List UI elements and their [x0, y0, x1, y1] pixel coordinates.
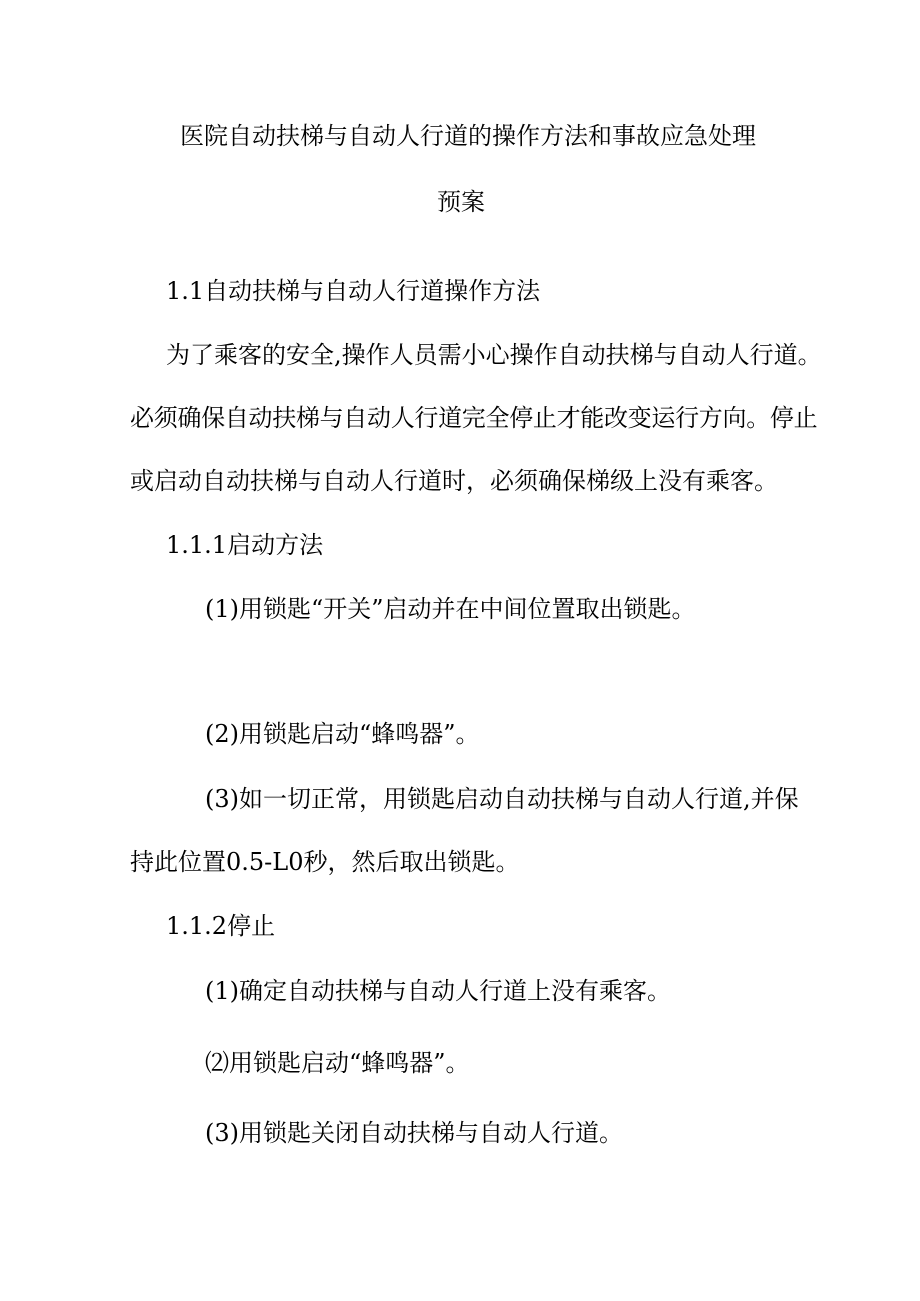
intro-paragraph-line-3: 或启动自动扶梯与自动人行道时，必须确保梯级上没有乘客。 [130, 467, 778, 495]
start-step-3: (3)如一切正常，用锁匙启动自动扶梯与自动人行道,并保 [205, 785, 799, 813]
section-heading-1-1-1: 1.1.1启动方法 [166, 531, 324, 559]
intro-paragraph-line-1: 为了乘客的安全,操作人员需小心操作自动扶梯与自动人行道。 [166, 341, 822, 369]
document-title: 医院自动扶梯与自动人行道的操作方法和事故应急处理 [180, 122, 756, 150]
section-heading-1-1: 1.1自动扶梯与自动人行道操作方法 [166, 277, 541, 305]
intro-paragraph-line-2: 必须确保自动扶梯与自动人行道完全停止才能改变运行方向。停止 [130, 404, 818, 432]
start-step-3-continued: 持此位置0.5-L0秒，然后取出锁匙。 [130, 848, 520, 876]
stop-step-1: (1)确定自动扶梯与自动人行道上没有乘客。 [205, 977, 671, 1005]
start-step-1: (1)用锁匙“开关”启动并在中间位置取出锁匙。 [205, 595, 696, 623]
section-heading-1-1-2: 1.1.2停止 [166, 912, 276, 940]
document-title-continued: 预案 [437, 188, 485, 216]
stop-step-2: ⑵用锁匙启动“蜂鸣器”。 [205, 1049, 470, 1077]
start-step-2: (2)用锁匙启动“蜂鸣器”。 [205, 720, 480, 748]
stop-step-3: (3)用锁匙关闭自动扶梯与自动人行道。 [205, 1119, 623, 1147]
